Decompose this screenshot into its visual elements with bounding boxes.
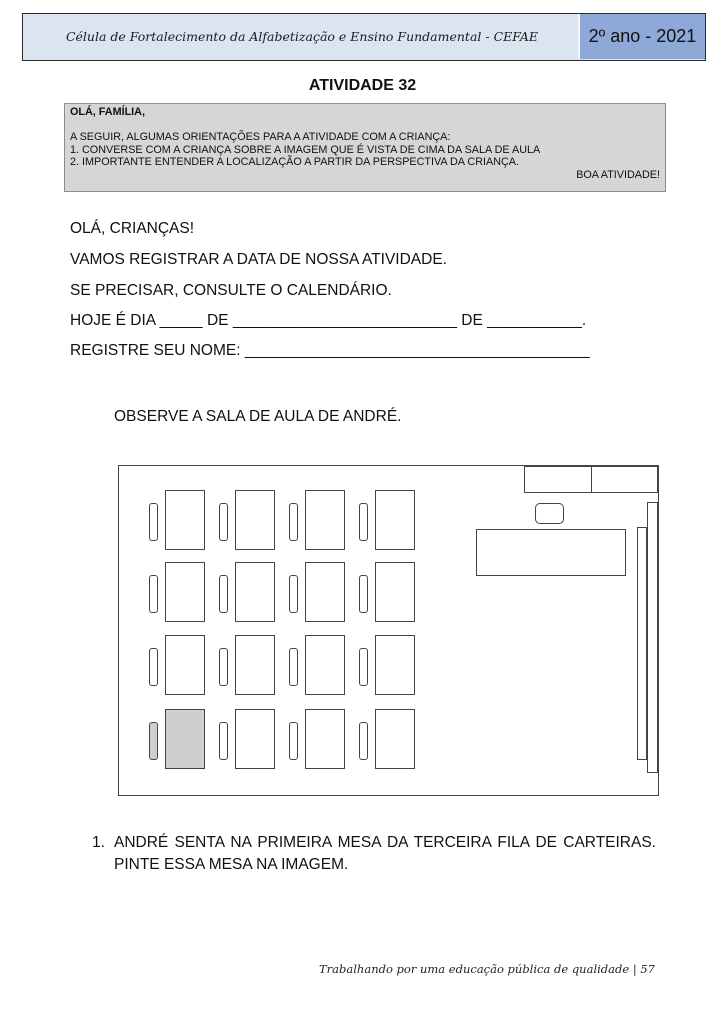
student-chair — [149, 722, 158, 760]
student-chair — [219, 503, 228, 541]
student-chair — [359, 503, 368, 541]
date-fill-line[interactable]: HOJE É DIA _____ DE __________________________ DE ___________. — [70, 312, 587, 329]
student-chair — [149, 575, 158, 613]
name-fill-line[interactable]: REGISTRE SEU NOME: ________________________________________ — [70, 342, 590, 359]
student-chair — [149, 503, 158, 541]
header-title: Célula de Fortalecimento da Alfabetização e Ensino Fundamental - CEFAE — [65, 29, 539, 44]
student-desk[interactable] — [375, 490, 415, 550]
teacher-chair — [535, 503, 564, 524]
calendar-hint: SE PRECISAR, CONSULTE O CALENDÁRIO. — [70, 282, 392, 299]
student-desk[interactable] — [305, 635, 345, 695]
family-closing: BOA ATIVIDADE! — [576, 168, 660, 181]
family-greeting: OLÁ, FAMÍLIA, — [70, 106, 145, 118]
activity-title: ATIVIDADE 32 — [308, 77, 417, 94]
student-desk-painted[interactable] — [165, 709, 205, 769]
question-number: 1. — [92, 834, 105, 851]
student-desk[interactable] — [235, 635, 275, 695]
student-desk[interactable] — [305, 709, 345, 769]
student-chair — [219, 575, 228, 613]
family-intro: A SEGUIR, ALGUMAS ORIENTAÇÕES PARA A ATIVIDADE COM A CRIANÇA: — [70, 131, 451, 144]
student-desk[interactable] — [305, 490, 345, 550]
student-desk[interactable] — [165, 635, 205, 695]
student-desk[interactable] — [235, 562, 275, 622]
student-chair — [289, 575, 298, 613]
question-1 — [92, 832, 656, 876]
student-chair — [149, 648, 158, 686]
observe-instruction: OBSERVE A SALA DE AULA DE ANDRÉ. — [114, 408, 402, 425]
family-item: 1. CONVERSE COM A CRIANÇA SOBRE A IMAGEM QUE É VISTA DE CIMA DA SALA DE AULA — [70, 143, 541, 156]
cabinet — [524, 466, 592, 493]
student-desk[interactable] — [235, 709, 275, 769]
student-desk[interactable] — [375, 709, 415, 769]
student-chair — [289, 722, 298, 760]
student-desk[interactable] — [375, 635, 415, 695]
question-text: ANDRÉ SENTA NA PRIMEIRA MESA DA TERCEIRA FILA DE CARTEIRAS. PINTE ESSA MESA NA IMAGEM. — [114, 834, 656, 873]
blackboard — [647, 502, 658, 773]
cabinet — [591, 466, 658, 493]
student-chair — [359, 648, 368, 686]
family-instructions-box — [64, 103, 666, 192]
register-date-instruction: VAMOS REGISTRAR A DATA DE NOSSA ATIVIDADE. — [70, 251, 447, 268]
child-greeting: OLÁ, CRIANÇAS! — [70, 220, 195, 237]
document-header — [22, 13, 706, 61]
student-chair — [219, 722, 228, 760]
student-desk[interactable] — [235, 490, 275, 550]
student-chair — [359, 722, 368, 760]
student-chair — [359, 575, 368, 613]
student-desk[interactable] — [375, 562, 415, 622]
chalk-tray — [637, 527, 647, 760]
header-grade: 2º ano - 2021 — [578, 14, 705, 59]
page-footer: Trabalhando por uma educação pública de qualidade | 57 — [319, 962, 655, 976]
teacher-desk — [476, 529, 626, 576]
family-item: 2. IMPORTANTE ENTENDER A LOCALIZAÇÃO A PARTIR DA PERSPECTIVA DA CRIANÇA. — [70, 156, 519, 169]
student-chair — [289, 648, 298, 686]
classroom-diagram — [118, 465, 659, 796]
student-desk[interactable] — [165, 490, 205, 550]
student-desk[interactable] — [165, 562, 205, 622]
student-chair — [289, 503, 298, 541]
student-chair — [219, 648, 228, 686]
student-desk[interactable] — [305, 562, 345, 622]
